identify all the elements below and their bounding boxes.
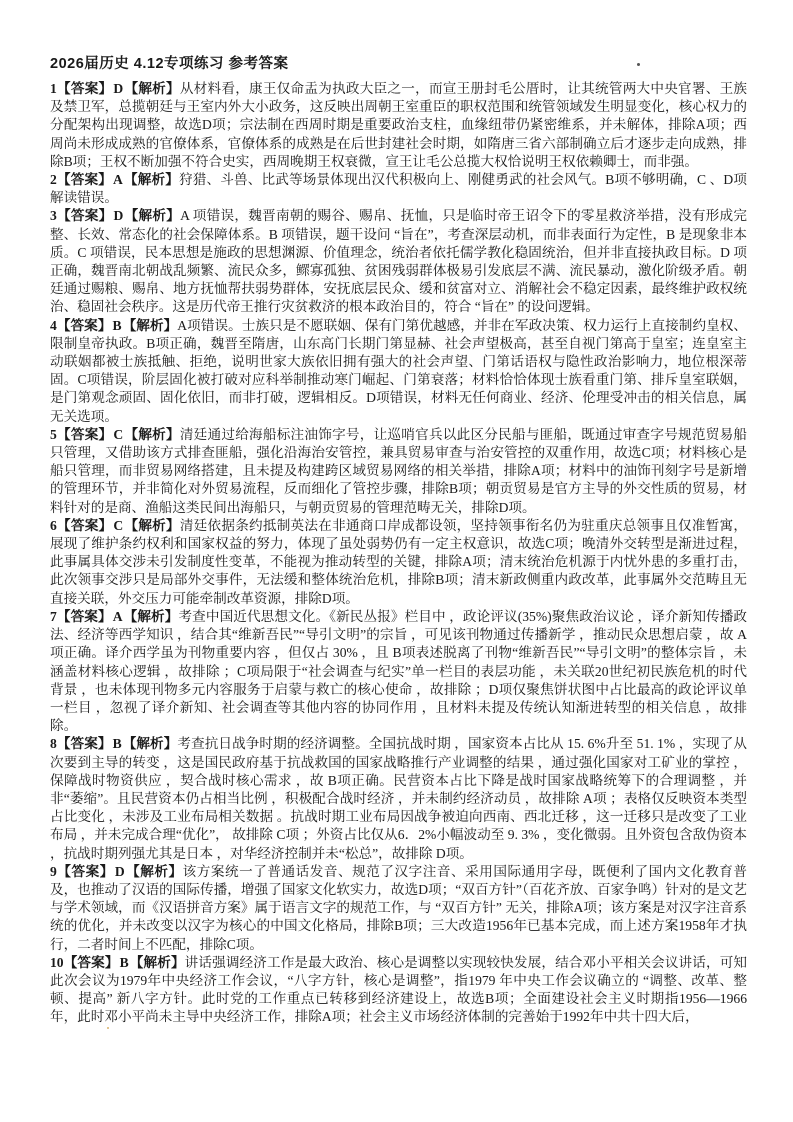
analysis-label: 【解析】 [124,517,180,533]
analysis-label: 【解析】 [124,208,181,224]
answer-label: 【答案】 [56,208,113,224]
answer-letter: C [113,426,124,442]
analysis-label: 【解析】 [124,426,180,442]
item-number: 4 [50,317,57,333]
answer-item-1 [50,80,747,171]
answer-label: 【答案】 [56,426,113,442]
analysis-text: 清廷通过给海船标注油饰字号，让巡哨官兵以此区分民船与匪船，既通过审查字号规范贸易船只管理，又借助该方式排查匪船，强化沿海治安管控，兼具贸易审查与治安管控的双重作用，故选C项；材料核心是船只管理，而非贸易网络搭建，且未提及构建跨区域贸易网络的相关举措，排除A项；材料中的油饰刊刻字号是新增的管理环节，并非简化对外贸易流程，反而细化了管控步骤，排除B项；朝贡贸易是官方主导的外交性质的贸易，材料针对的是商、渔船这类民间出海船只，与朝贡贸易的管理范畴无关，排除D项。 [50,426,748,515]
answer-letter: C [113,517,124,533]
analysis-label: 【解析】 [123,172,179,188]
answer-letter: A [112,608,123,624]
page-title: 2026届历史 4.12专项练习 参考答案 [50,56,289,72]
answer-label: 【答案】 [56,517,113,533]
analysis-text: 该方案统一了普通话发音、规范了汉字注音、采用国际通用字母，既便利了国内文化教育普及，也推动了汉语的国际传播，增强了国家文化软实力，故选D项；“双百方针”（百花齐放、百家争鸣）针对的是文艺与学术领域，而《汉语拼音方案》属于语言文字的规范工作，与 “双百方针” 无关，排除A项；该方案是对汉字注音系统的优化，并未改变以汉字为核心的中国文化格局，排除B项；三大改造1956年已基本完成，而上述方案1958年才执行，二者时间上不匹配，排除C项。 [50,863,747,952]
answer-label: 【答案】 [56,172,112,188]
answer-item-9 [50,863,747,954]
analysis-text: 从材料看，康王仅命盂为执政大臣之一，而宣王册封毛公厝时，让其统管两大中央官署、王族及禁卫军，总揽朝廷与王室内外大小政务，这反映出周朝王室重臣的职权范围和统管领域发生明显变化，核心权力的分配架构出现调整，故选D项；宗法制在西周时期是重要政治支柱，血缘纽带仍紧密维系，并未解体，排除A项；西周尚未形成成熟的官僚体系，官僚体系的成熟是在后世封建社会时期，如隋唐三省六部制确立后才逐步走向成熟，排除B项；王权不断加强不符合史实，西周晚期王权衰微，宣王让毛公总揽大权恰说明王权依赖卿士，而非强。 [50,81,748,169]
answer-item-5 [50,426,747,517]
item-number: 8 [50,736,57,752]
analysis-text: 清廷依据条约抵制英法在非通商口岸成都设领，坚持领事衔名仍为驻重庆总领事且仅准暂寓，展现了维护条约权利和国家权益的努力，体现了虽处弱势仍有一定主权意识，故选C项；晚清外交转型是渐进过程，此事属具体交涉未引发制度性变革，不能视为推动转型的关键，排除A项；清末统治危机源于内忧外患的多重打击，此次领事交涉只是局部外交事件，无法缓和整体统治危机，排除B项；清末新政侧重内政改革，此事属外交范畴且无直接关联，外交压力可能牵制改革资源，排除D项。 [50,517,748,606]
answer-label: 【答案】 [56,81,113,96]
answer-label: 【答案】 [63,954,119,970]
analysis-label: 【解析】 [122,736,178,752]
analysis-text: 考查中国近代思想文化。《新民丛报》栏目中 ，政论评议(35%)聚焦政治议论 ，译介新知传播政法、经济等西学知识 ，结合其“维新吾民”“导引文明”的宗旨 ，可见该刊物通过传播新学 ，推动民众思想启蒙 ，故 A项正确。译介西学虽为刊物重要内容 ，但仅占 30% ，且 B项表述脱离了刊物“维新吾民”“导引文明”的整体宗旨 ，未涵盖材料核心逻辑 ，故排除 ；C项局限于“社会调查与纪实”单一栏目的表层功能 ，未关联20世纪初民族危机的时代背景 ，也未体现刊物多元内容服务于启蒙与救亡的核心使命 ，故排除 ；D项仅聚焦饼状图中占比最高的政论评议单一栏目 ，忽视了译介新知、社会调查等其他内容的协同作用 ，且材料未提及传统认知渐进转型的相关信息 ，故排除。 [50,608,748,734]
answer-label: 【答案】 [56,317,112,333]
answer-item-6 [50,517,747,608]
analysis-label: 【解析】 [129,954,185,970]
answer-item-8 [50,735,747,862]
answer-letter: B [119,954,129,970]
answer-label: 【答案】 [56,608,112,624]
stray-scan-mark-faint [107,1027,109,1029]
analysis-text: 狩猎、斗兽、比武等场景体现出汉代积极向上、刚健勇武的社会风气。B项不够明确，C 、D项解读错误。 [50,172,747,206]
analysis-label: 【解析】 [125,863,183,879]
answer-item-7 [50,608,747,735]
item-number: 3 [50,208,57,224]
item-number: 5 [50,426,57,442]
answer-letter: B [112,736,122,752]
answer-letter: D [113,81,124,96]
item-number: 9 [50,863,57,879]
answer-letter: D [114,863,125,879]
stray-scan-mark [637,63,640,66]
analysis-label: 【解析】 [122,317,178,333]
analysis-label: 【解析】 [123,608,179,624]
answer-letter: B [112,317,122,333]
answer-item-3 [50,207,747,316]
item-number: 10 [50,954,64,970]
item-number: 6 [50,517,57,533]
analysis-text: 讲话强调经济工作是最大政治、核心是调整以实现较快发展，结合邓小平相关会议讲话，可知此次会议为1979年中央经济工作会议，“八字方针，核心是调整”，指1979 年中央工作会议确立的 “调整、改革、整顿、提高” 新八字方针。此时党的工作重点已转移到经济建设上，故选B项；全面建设社会主义时期指1956—1966年，此时邓小平尚未主导中央经济工作，排除A项；社会主义市场经济体制的完善始于1992年中共十四大后， [50,954,748,1025]
item-number: 7 [50,608,57,624]
answer-label: 【答案】 [56,736,112,752]
answer-letter: A [112,172,123,188]
answer-letter: D [113,208,124,224]
analysis-text: 考查抗日战争时期的经济调整。全国抗战时期 ，国家资本占比从 15. 6%升至 51. 1% ，实现了从次要到主导的转变 ，这是国民政府基于抗战救国的国家战略推行产业调整的结果 ，通过强化国家对工矿业的掌控 ，保障战时物资供应 ，契合战时核心需求 ，故 B项正确。民营资本占比下降是战时国家战略统筹下的合理调整 ，并非“萎缩”。且民营资本仍占相当比例 ，积极配合战时经济 ，并未制约经济动员 ，故排除 A项 ；表格仅反映资本类型占比变化 ，未涉及工业布局相关数据 。抗战时期工业布局因战争被迫向西南、西北迁移 ，这一迁移只是改变了工业布局 ，并未完成合理“优化”， 故排除 C项 ；外资占比仅从6．2%小幅波动至 9. 3% ，变化微弱。且外资包含敌伪资本 ，抗战时期列强尤其是日本 ，对华经济控制并未“松总”，故排除 D项。 [50,736,747,861]
answer-item-2 [50,171,747,207]
analysis-label: 【解析】 [124,81,180,96]
answer-item-10 [50,954,747,1027]
answer-item-4 [50,317,747,426]
answer-label: 【答案】 [56,863,114,879]
analysis-text: A 项错误，魏晋南朝的赐谷、赐帛、抚恤，只是临时帝王诏令下的零星救济举措，没有形成完整、长效、常态化的社会保障体系。B 项错误，题干设问 “旨在”，考查深层动机，而非表面行为定性，B 是现象非本质。C 项错误，民本思想是施政的思想渊源、价值理念，统治者依托儒学教化稳固统治，但并非直接执政目标。D 项正确，魏晋南北朝战乱频繁、流民众多，鳏寡孤独、贫困残弱群体极易引发底层不满、流民暴动，激化阶级矛盾。朝廷通过赐粮、赐帛、地方抚恤帮扶弱势群体，安抚底层民众、缓和贫富对立、消解社会不稳定因素，最终维护政权统治、稳固社会秩序。这是历代帝王推行灾贫救济的根本政治目的，符合 “旨在” 的设问逻辑。 [50,208,747,315]
item-number: 2 [50,172,57,188]
item-number: 1 [50,81,57,96]
document-page [50,54,747,1027]
analysis-text: A项错误。士族只是不愿联姻、保有门第优越感，并非在军政决策、权力运行上直接制约皇权、限制皇帝执政。B项正确，魏晋至隋唐，山东高门长期门第显赫、社会声望极高，甚至自视门第高于皇室；连皇室主动联姻都被士族抵触、拒绝，说明世家大族依旧拥有强大的社会声望、门第话语权与隐性政治影响力，地位根深蒂固。C项错误，阶层固化被打破对应科举制推动寒门崛起、门第衰落；材料恰恰体现士族看重门第、排斥皇室联姻，是门第观念顽固、固化依旧，而非打破，逻辑相反。D项错误，材料无任何商业、经济、伦理受冲击的相关信息，属无关选项。 [50,317,748,424]
